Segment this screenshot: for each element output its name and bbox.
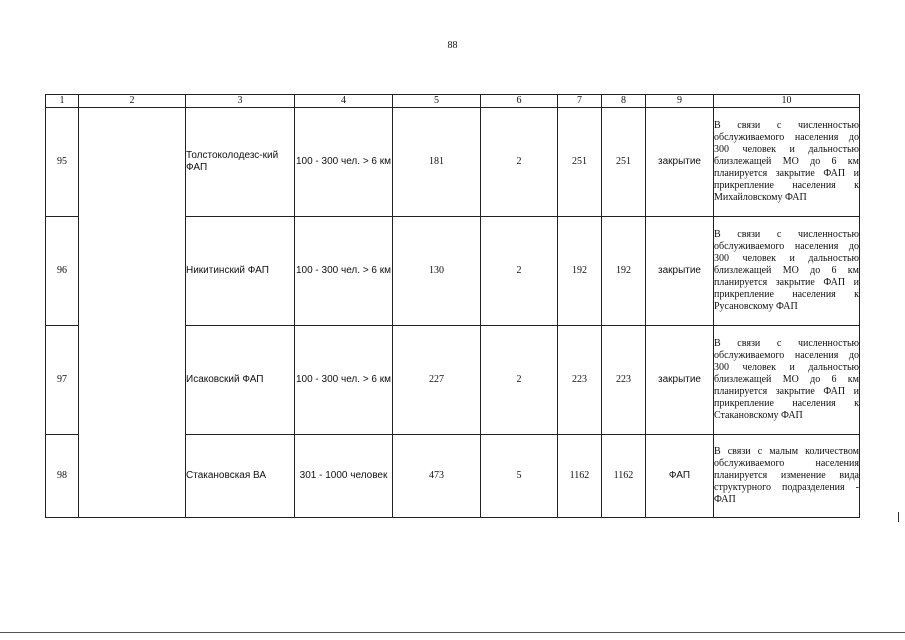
column-2-merged-cell	[79, 107, 186, 517]
justification-note: В связи с численностью обслуживаемого населения до 300 человек и дальностью близлежащей МО до 6 км планируется закрытие ФАП и прикрепление населения к Стакановскому ФАП	[714, 325, 860, 434]
value-col-8: 251	[602, 107, 646, 216]
facility-name: Стакановская ВА	[186, 434, 295, 517]
value-col-8: 223	[602, 325, 646, 434]
column-header-2: 2	[79, 95, 186, 108]
column-header-1: 1	[46, 95, 79, 108]
value-col-6: 2	[481, 107, 558, 216]
value-col-5: 473	[393, 434, 481, 517]
column-header-9: 9	[646, 95, 714, 108]
facility-name: Исаковский ФАП	[186, 325, 295, 434]
population-distance-criteria: 301 - 1000 человек	[295, 434, 393, 517]
value-col-6: 5	[481, 434, 558, 517]
scan-bottom-edge	[0, 632, 905, 633]
value-col-5: 227	[393, 325, 481, 434]
row-number: 96	[46, 216, 79, 325]
column-header-7: 7	[558, 95, 602, 108]
planned-action: закрытие	[646, 325, 714, 434]
facilities-table	[45, 94, 860, 518]
row-number: 95	[46, 107, 79, 216]
value-col-8: 1162	[602, 434, 646, 517]
column-header-8: 8	[602, 95, 646, 108]
justification-note: В связи с численностью обслуживаемого населения до 300 человек и дальностью близлежащей МО до 6 км планируется закрытие ФАП и прикрепление населения к Русановскому ФАП	[714, 216, 860, 325]
column-header-4: 4	[295, 95, 393, 108]
value-col-5: 181	[393, 107, 481, 216]
scan-edge-mark	[898, 512, 899, 522]
justification-note: В связи с малым количеством обслуживаемого населения планируется изменение вида структурного подразделения - ФАП	[714, 434, 860, 517]
population-distance-criteria: 100 - 300 чел. > 6 км	[295, 216, 393, 325]
column-header-5: 5	[393, 95, 481, 108]
value-col-5: 130	[393, 216, 481, 325]
population-distance-criteria: 100 - 300 чел. > 6 км	[295, 325, 393, 434]
header-row	[46, 95, 860, 108]
value-col-7: 1162	[558, 434, 602, 517]
value-col-7: 251	[558, 107, 602, 216]
column-header-3: 3	[186, 95, 295, 108]
planned-action: ФАП	[646, 434, 714, 517]
column-header-10: 10	[714, 95, 860, 108]
value-col-6: 2	[481, 325, 558, 434]
row-number: 98	[46, 434, 79, 517]
value-col-6: 2	[481, 216, 558, 325]
planned-action: закрытие	[646, 107, 714, 216]
value-col-7: 192	[558, 216, 602, 325]
population-distance-criteria: 100 - 300 чел. > 6 км	[295, 107, 393, 216]
table-row	[46, 107, 860, 216]
row-number: 97	[46, 325, 79, 434]
column-header-6: 6	[481, 95, 558, 108]
page-number: 88	[447, 40, 458, 51]
facility-name: Никитинский ФАП	[186, 216, 295, 325]
justification-note: В связи с численностью обслуживаемого населения до 300 человек и дальностью близлежащей МО до 6 км планируется закрытие ФАП и прикрепление населения к Михайловскому ФАП	[714, 107, 860, 216]
facility-name: Толстоколодезс-кий ФАП	[186, 107, 295, 216]
value-col-7: 223	[558, 325, 602, 434]
value-col-8: 192	[602, 216, 646, 325]
planned-action: закрытие	[646, 216, 714, 325]
